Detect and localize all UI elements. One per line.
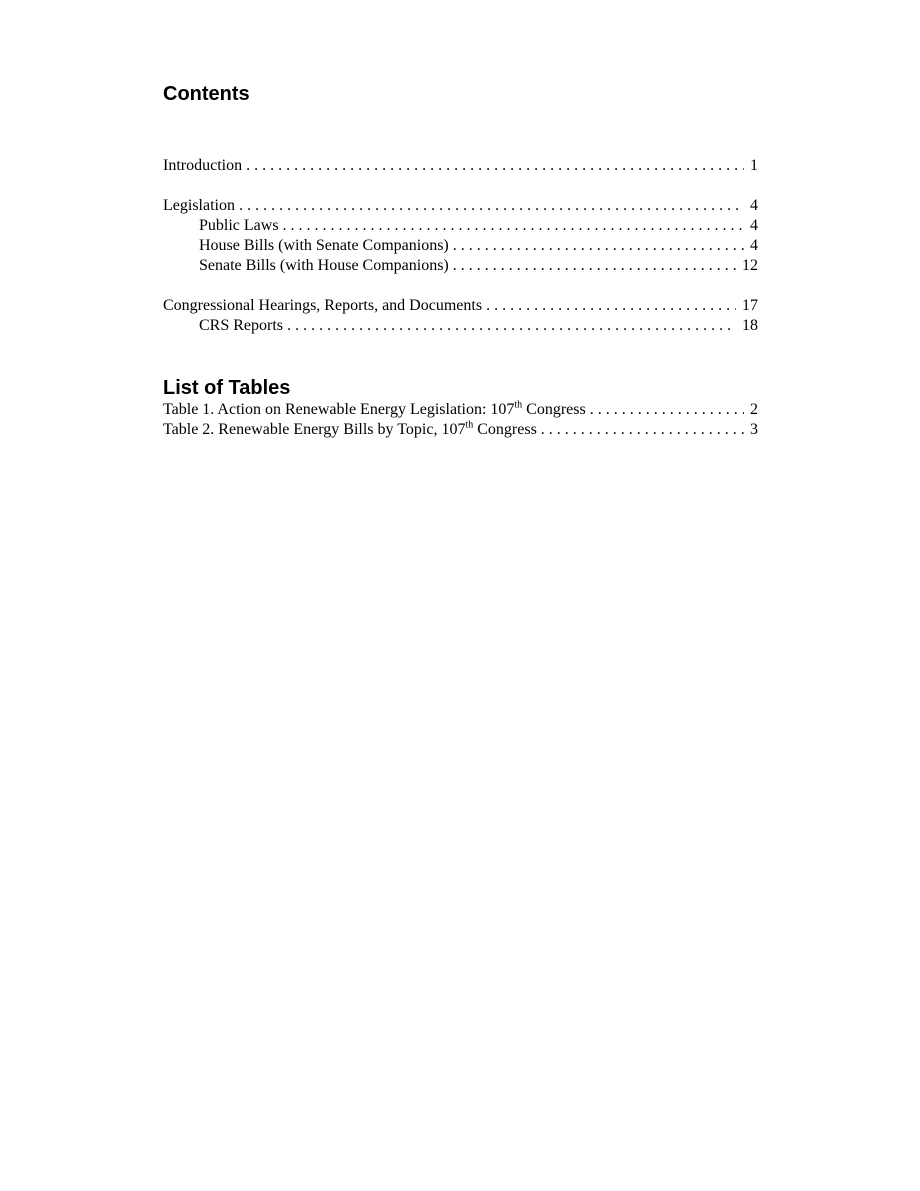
toc-entry-senate-bills[interactable] [163, 256, 758, 276]
table-entry-text: Table 2. Renewable Energy Bills by Topic, 107 [163, 421, 466, 438]
dot-leader [486, 296, 736, 316]
toc-entry-crs-reports[interactable] [163, 316, 758, 336]
toc-page-number: 17 [742, 297, 758, 314]
table-entry-text-end: Congress [522, 401, 586, 418]
document-page [163, 80, 758, 440]
table-entry-1[interactable] [163, 400, 758, 420]
toc-page-number: 1 [750, 157, 758, 174]
dot-leader [590, 400, 744, 420]
toc-entry-introduction[interactable] [163, 156, 758, 176]
toc-entry-legislation[interactable] [163, 196, 758, 216]
toc-entry-label: Public Laws [199, 217, 279, 234]
toc-page-number: 18 [742, 317, 758, 334]
contents-heading: Contents [163, 83, 250, 105]
dot-leader [283, 216, 744, 236]
superscript: th [465, 419, 474, 431]
list-of-tables-heading: List of Tables [163, 377, 291, 399]
table-entry-2[interactable] [163, 420, 758, 440]
table-entry-label [163, 420, 537, 440]
toc-entry-label: CRS Reports [199, 317, 284, 334]
toc-entry-label: Senate Bills (with House Companions) [199, 257, 449, 274]
toc-entry-label: Introduction [163, 157, 243, 174]
superscript: th [514, 399, 523, 411]
toc-entry-label: Legislation [163, 197, 235, 214]
dot-leader [453, 256, 736, 276]
toc-page-number: 4 [750, 217, 758, 234]
table-entry-text: Table 1. Action on Renewable Energy Legislation: 107 [163, 401, 515, 418]
table-page-number: 2 [750, 401, 758, 418]
table-page-number: 3 [750, 421, 758, 438]
toc-entry-label: House Bills (with Senate Companions) [199, 237, 449, 254]
toc-entry-house-bills[interactable] [163, 236, 758, 256]
toc-entry-public-laws[interactable] [163, 216, 758, 236]
dot-leader [541, 420, 744, 440]
table-entry-text-end: Congress [473, 421, 537, 438]
toc-page-number: 4 [750, 237, 758, 254]
toc-entry-hearings[interactable] [163, 296, 758, 316]
dot-leader [453, 236, 744, 256]
dot-leader [239, 196, 744, 216]
dot-leader [246, 156, 744, 176]
toc-entry-label: Congressional Hearings, Reports, and Documents [163, 297, 483, 314]
toc-page-number: 4 [750, 197, 758, 214]
table-entry-label [163, 400, 586, 420]
dot-leader [287, 316, 736, 336]
toc-page-number: 12 [742, 257, 758, 274]
